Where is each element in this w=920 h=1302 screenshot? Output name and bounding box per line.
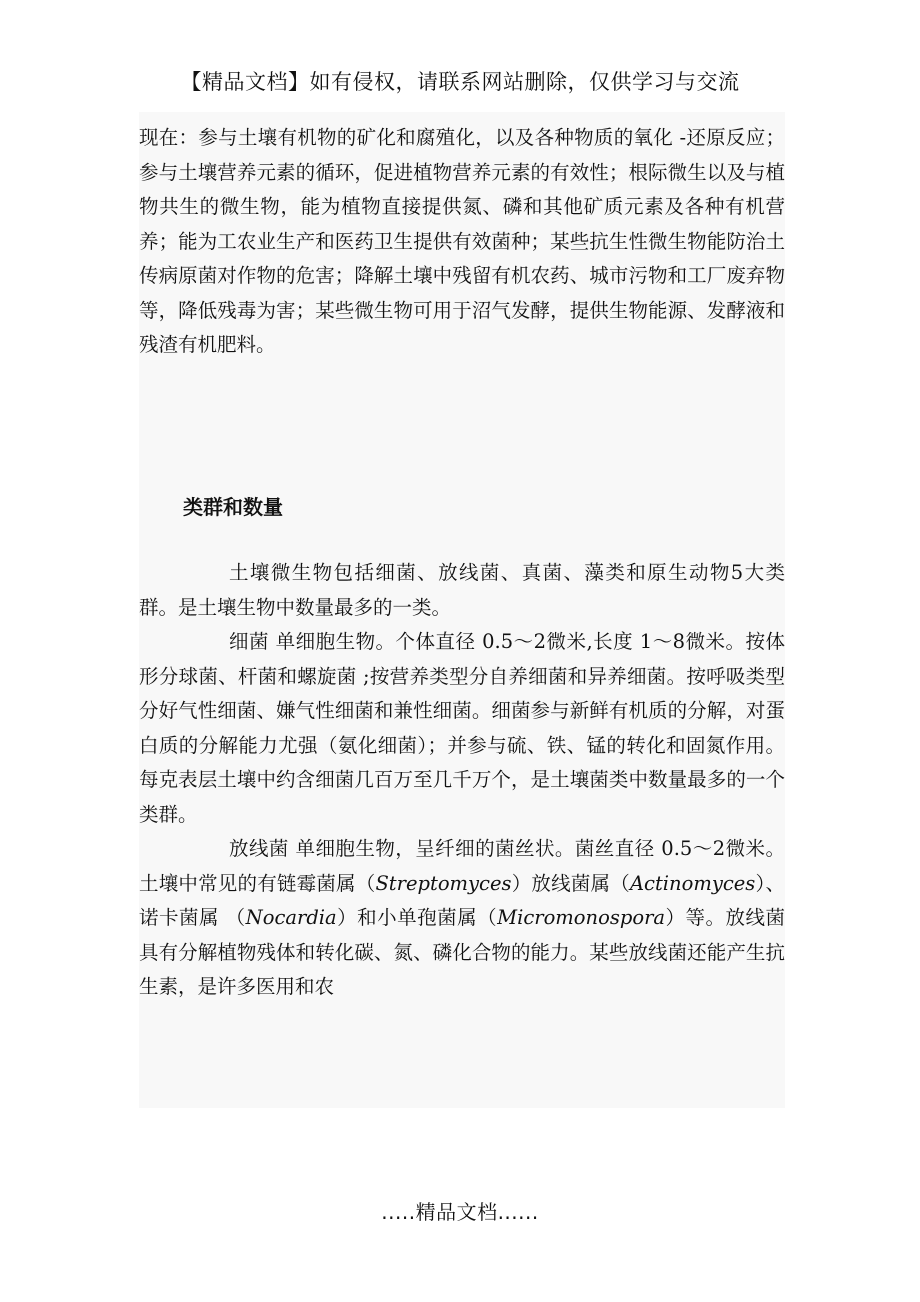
actino-text-5: ）等。放线菌具有分解植物残体和转化碳、氮、磷化合物的能力。某些放线菌还能产生抗生素，是许多医用和农 xyxy=(139,906,785,998)
section-heading: 类群和数量 xyxy=(183,495,283,519)
document-body xyxy=(139,112,785,1108)
page-header-watermark: 【精品文档】如有侵权，请联系网站删除，仅供学习与交流 xyxy=(180,70,740,94)
genus-micromonospora: Micromonospora xyxy=(497,906,666,929)
genus-streptomyces: Streptomyces xyxy=(375,871,512,895)
genus-actinomyces: Actinomyces xyxy=(629,871,756,895)
actino-text-4: ）和小单孢菌属（ xyxy=(336,906,498,929)
paragraph-actinomycetes xyxy=(139,832,785,1005)
actino-text-1: 放线菌 单细胞生物，呈纤细的菌丝状。菌丝直径 0.5～2微米。土壤中常见的有链霉菌属（ xyxy=(139,837,785,895)
intro-paragraph: 现在：参与土壤有机物的矿化和腐殖化，以及各种物质的氧化 -还原反应；参与土壤营养元素的循环，促进植物营养元素的有效性；根际微生以及与植物共生的微生物，能为植物直接提供氮、磷和其他矿质元素及各种有机营养；能为工农业生产和医药卫生提供有效菌种；某些抗生性微生物能防治土传病原菌对作物的危害；降解土壤中残留有机农药、城市污物和工厂废弃物等，降低残毒为害；某些微生物可用于沼气发酵，提供生物能源、发酵液和残渣有机肥料。 xyxy=(139,126,785,356)
actino-text-2: ）放线菌属（ xyxy=(511,871,630,895)
genus-nocardia: Nocardia xyxy=(245,906,337,929)
section-body xyxy=(139,556,785,1005)
paragraph-bacteria: 细菌 单细胞生物。个体直径 0.5～2微米,长度 1～8微米。按体形分球菌、杆菌和螺旋菌 ;按营养类型分自养细菌和异养细菌。按呼吸类型分好气性细菌、嫌气性细菌和兼性细菌。细菌参与新鲜有机质的分解，对蛋白质的分解能力尤强（氨化细菌）；并参与硫、铁、锰的转化和固氮作用。每克表层土壤中约含细菌几百万至几千万个，是土壤菌类中数量最多的一个类群。 xyxy=(139,630,785,826)
paragraph-overview: 土壤微生物包括细菌、放线菌、真菌、藻类和原生动物5大类群。是土壤生物中数量最多的一类。 xyxy=(139,561,785,619)
actino-text-3: ）、诺卡菌属 （ xyxy=(139,871,785,929)
page-footer-watermark: .....精品文档...... xyxy=(381,1200,539,1224)
